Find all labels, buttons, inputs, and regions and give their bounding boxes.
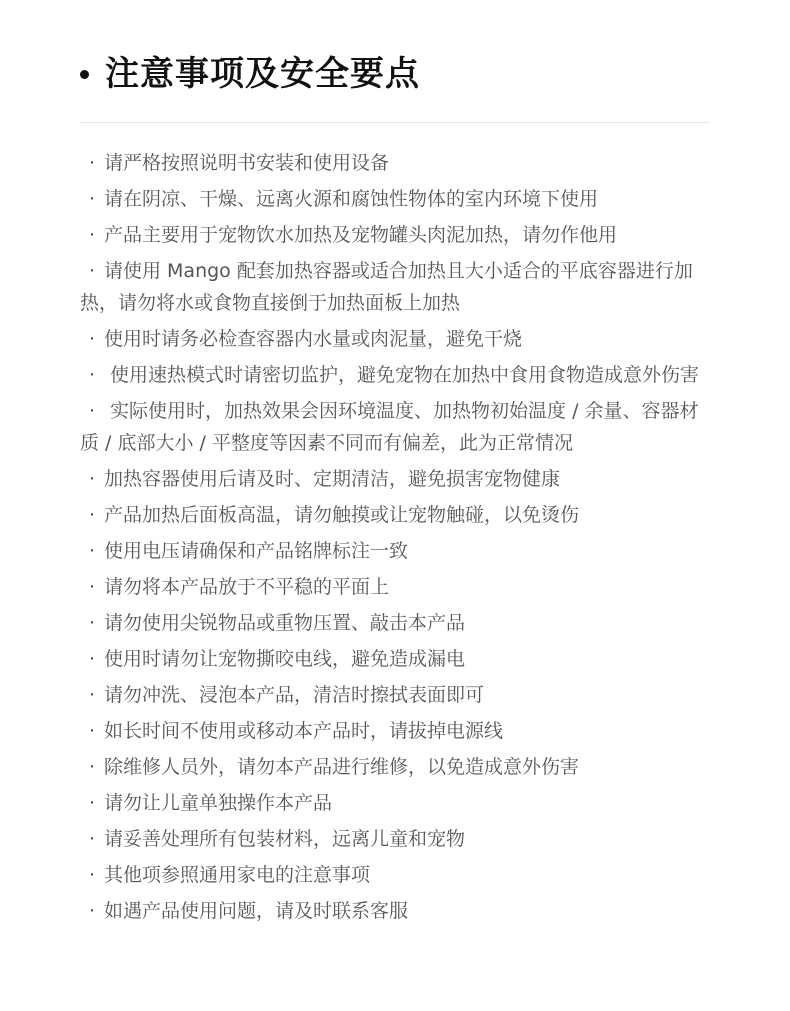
list-item-text: 实际使用时，加热效果会因环境温度、加热物初始温度 / 余量、容器材质 / 底部大小 / 平整度等因素不同而有偏差，此为正常情况 xyxy=(80,400,699,454)
safety-notes-list xyxy=(80,147,712,931)
bullet-icon: · xyxy=(88,648,96,670)
list-item xyxy=(80,607,712,639)
bullet-icon: · xyxy=(88,612,96,634)
list-item xyxy=(80,255,712,319)
bullet-icon: · xyxy=(88,792,96,814)
list-item-text: 请严格按照说明书安装和使用设备 xyxy=(104,152,390,174)
bullet-icon: · xyxy=(88,864,96,886)
list-item-text: 加热容器使用后请及时、定期清洁，避免损害宠物健康 xyxy=(104,468,561,490)
bullet-icon: · xyxy=(88,224,96,246)
list-item-text: 请在阴凉、干燥、远离火源和腐蚀性物体的室内环境下使用 xyxy=(104,188,599,210)
bullet-icon: · xyxy=(88,756,96,778)
list-item xyxy=(80,395,712,459)
list-item-text: 使用时请务必检查容器内水量或肉泥量，避免干烧 xyxy=(104,328,523,350)
bullet-icon: · xyxy=(88,328,96,350)
section-header xyxy=(80,52,420,96)
list-item xyxy=(80,499,712,531)
list-item-text: 其他项参照通用家电的注意事项 xyxy=(104,864,371,886)
bullet-icon: · xyxy=(88,260,96,282)
list-item xyxy=(80,679,712,711)
bullet-icon: · xyxy=(88,684,96,706)
header-bullet-icon xyxy=(80,70,89,79)
list-item-text: 使用电压请确保和产品铭牌标注一致 xyxy=(104,540,409,562)
bullet-icon: · xyxy=(88,188,96,210)
list-item xyxy=(80,787,712,819)
list-item-text: 请勿让儿童单独操作本产品 xyxy=(104,792,333,814)
list-item xyxy=(80,535,712,567)
list-item-text: 请勿将本产品放于不平稳的平面上 xyxy=(104,576,390,598)
bullet-icon: · xyxy=(88,828,96,850)
list-item-text: 请勿冲洗、浸泡本产品，清洁时擦拭表面即可 xyxy=(104,684,485,706)
list-item-text: 请勿使用尖锐物品或重物压置、敲击本产品 xyxy=(104,612,466,634)
list-item-text: 产品主要用于宠物饮水加热及宠物罐头肉泥加热，请勿作他用 xyxy=(104,224,618,246)
bullet-icon: · xyxy=(88,364,96,386)
list-item xyxy=(80,895,712,927)
bullet-icon: · xyxy=(88,468,96,490)
bullet-icon: · xyxy=(88,540,96,562)
list-item xyxy=(80,359,712,391)
list-item-text: 使用速热模式时请密切监护，避免宠物在加热中食用食物造成意外伤害 xyxy=(104,364,700,386)
list-item-text: 产品加热后面板高温，请勿触摸或让宠物触碰，以免烫伤 xyxy=(104,504,580,526)
list-item xyxy=(80,823,712,855)
list-item xyxy=(80,643,712,675)
list-item xyxy=(80,219,712,251)
list-item xyxy=(80,323,712,355)
list-item-text: 如遇产品使用问题，请及时联系客服 xyxy=(104,900,409,922)
list-item-text: 除维修人员外，请勿本产品进行维修，以免造成意外伤害 xyxy=(104,756,580,778)
list-item-text: 请使用 Mango 配套加热容器或适合加热且大小适合的平底容器进行加热，请勿将水或食物直接倒于加热面板上加热 xyxy=(80,260,693,314)
list-item xyxy=(80,183,712,215)
list-item xyxy=(80,571,712,603)
list-item xyxy=(80,751,712,783)
bullet-icon: · xyxy=(88,504,96,526)
list-item xyxy=(80,463,712,495)
list-item xyxy=(80,859,712,891)
page-title: 注意事项及安全要点 xyxy=(105,54,420,94)
list-item-text: 使用时请勿让宠物撕咬电线，避免造成漏电 xyxy=(104,648,466,670)
bullet-icon: · xyxy=(88,900,96,922)
list-item xyxy=(80,147,712,179)
bullet-icon: · xyxy=(88,720,96,742)
bullet-icon: · xyxy=(88,152,96,174)
bullet-icon: · xyxy=(88,400,96,422)
bullet-icon: · xyxy=(88,576,96,598)
header-divider xyxy=(80,122,710,123)
list-item-text: 请妥善处理所有包装材料，远离儿童和宠物 xyxy=(104,828,466,850)
list-item-text: 如长时间不使用或移动本产品时，请拔掉电源线 xyxy=(104,720,504,742)
list-item xyxy=(80,715,712,747)
